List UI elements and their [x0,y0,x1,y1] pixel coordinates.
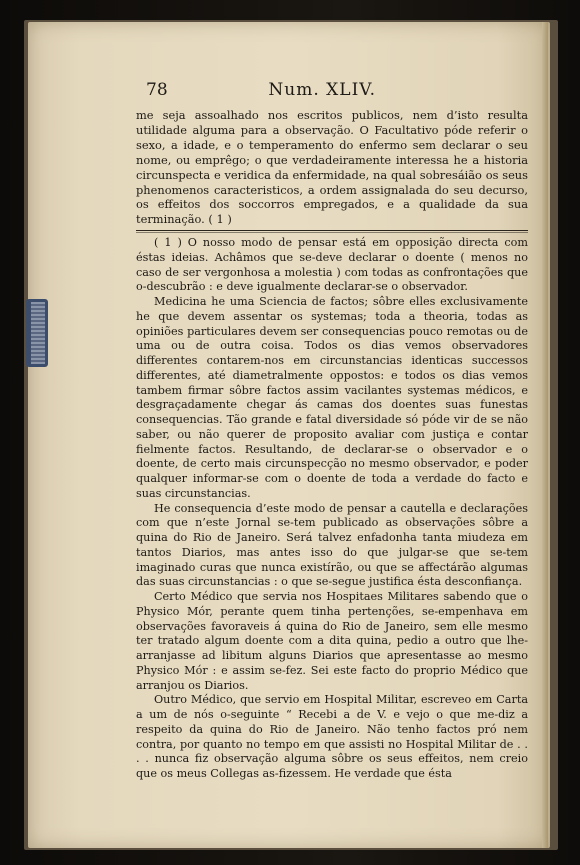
footnote-divider-secondary [136,232,528,233]
page-spine-edge [542,22,548,848]
footnote-paragraph: He consequencia d’este modo de pensar a cautella e declarações com que n’este Jornal se-tem publicado as observações sôbre a quina do Rio de Janeiro. Será talvez enfadonha tanta miudeza em tantos Diarios, mas antes isso do que julgar-se que se-tem imaginado curas que nunca existírão, ou que se affectárão algumas das suas circunstancias : o que se-segue justifica ésta desconfiança. [136,501,528,589]
footnote-paragraph: Certo Médico que servia nos Hospitaes Militares sabendo que o Physico Mór, perante quem tinha pertenções, se-empenhava em observações favoraveis á quina do Rio de Janeiro, sem elle mesmo ter tratado algum doente com a dita quina, pedio a outro que lhe-arranjasse ad libitum alguns Diarios que apresentasse ao mesmo Physico Mór : e assim se-fez. Sei este facto do proprio Médico que arranjou os Diarios. [136,590,528,692]
footnote-paragraph: ( 1 ) O nosso modo de pensar está em opposição directa com éstas ideias. Achâmos que se-deve declarar o doente ( menos no caso de ser vergonhosa a molestia ) com todas as confrontações que o-descubrão : e deve igualmente declarar-se o observador. [136,236,528,294]
footnote-paragraph: Outro Médico, que servio em Hospital Militar, escreveo em Carta a um de nós o-seguinte “ Recebi a de V. e vejo o que me-diz a respeito da quina do Rio de Janeiro. Não tenho factos pró nem contra, por quanto no tempo em que assisti no Hospital Militar de . . . . nunca fiz observação alguma sôbre os seus effeitos, nem creio que os meus Collegas as-fizessem. He verdade que ésta [136,693,528,780]
footnote-paragraph: Medicina he uma Sciencia de factos; sôbre elles exclusivamente he que devem assentar os systemas; toda a theoria, todas as opiniões particulares devem ser consequencias pouco remotas ou de uma ou de outra coisa. Todos os dias vemos observadores differentes contarem-nos em circunstancias identicas successos differentes, até diametralmente oppostos: e todos os dias vemos tambem firmar sôbre factos assim vacilantes systemas médicos, e desgraçadamente chegar ás camas dos doentes suas funestas consequencias. Tão grande e fatal diversidade só póde vir de se não saber, ou não querer de proposito avaliar com justiça e contar fielmente factos. Resultando, de declarar-se o observador e o doente, de certo mais circunspecção no mesmo observador, e poder qualquer informar-se com o doente de toda a verdade do facto e suas circunstancias. [136,295,528,500]
body-paragraph: me seja assoalhado nos escritos publicos, nem d’isto resulta utilidade alguma para a observação. O Facultativo póde referir o sexo, a idade, e o temperamento do enfermo sem declarar o seu nome, ou emprêgo; o que verdadeiramente interessa he a historia circunspecta e veridica da enfermidade, na qual sobresáião os seus phenomenos caracteristicos, a ordem assignalada do seu decurso, os effeitos dos soccorros empregados, e a qualidade da sua terminação. ( 1 ) [136,108,528,227]
footnote-block [136,236,528,782]
binding-clasp [26,299,48,367]
issue-number: Num. XLIV. [268,80,376,100]
page-number: 78 [146,80,168,100]
body-text [136,108,528,227]
footnote-divider [136,230,528,231]
page-header [146,80,376,104]
